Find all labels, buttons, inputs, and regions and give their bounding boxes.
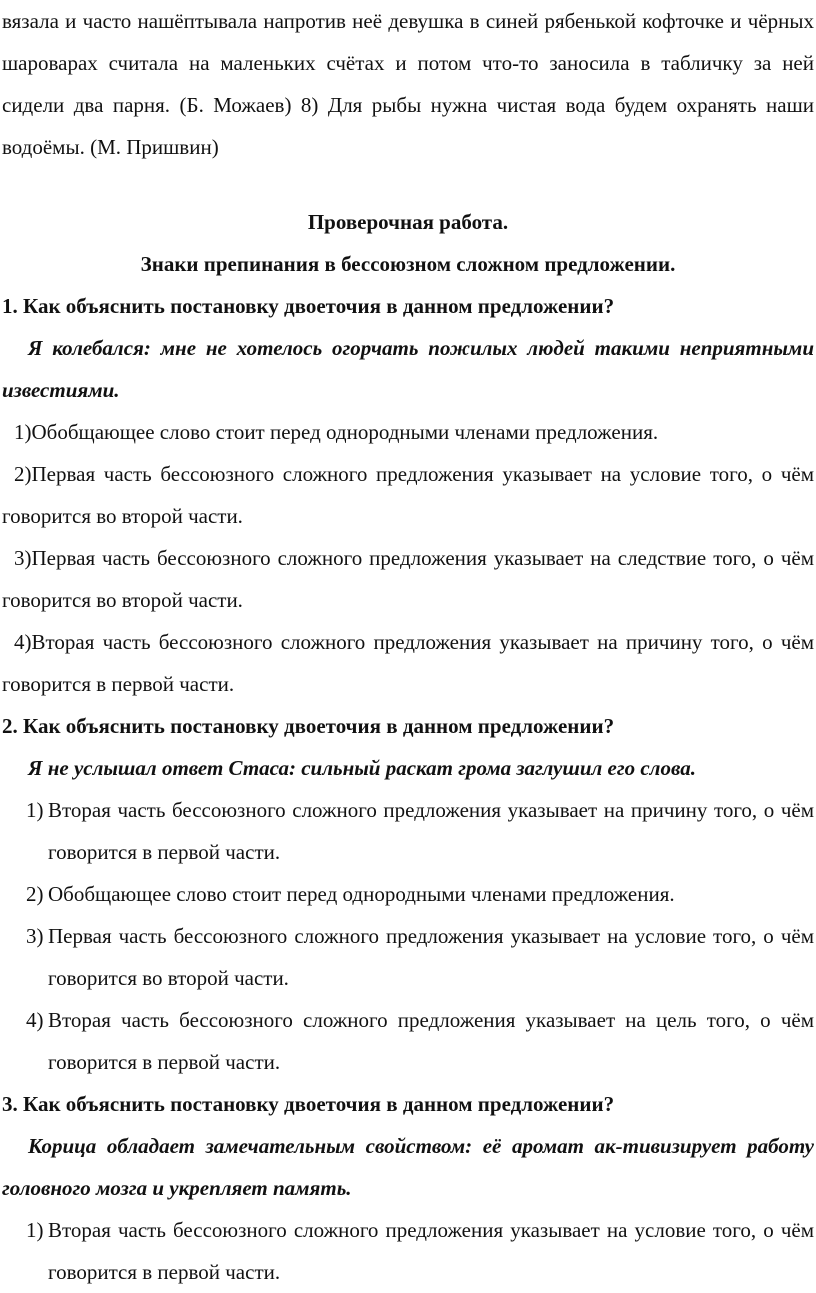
question-block-3 — [2, 1083, 814, 1293]
example-sentence: Корица обладает замечательным свойством: её аромат ак-тивизирует работу головного мозга и укрепляет память. — [2, 1134, 814, 1200]
example-sentence: Я не услышал ответ Стаса: сильный раскат грома заглушил его слова. — [28, 756, 696, 780]
answer-option — [2, 873, 814, 915]
option-number: 1) — [26, 798, 44, 822]
question-block-2 — [2, 705, 814, 1083]
question-text: 3. Как объяснить постановку двоеточия в данном предложении? — [2, 1092, 615, 1116]
answer-options-list — [2, 1209, 814, 1293]
answer-option — [2, 999, 814, 1083]
question-block-1 — [2, 285, 814, 705]
document-title: Проверочная работа. — [307, 210, 509, 234]
question-text: 1. Как объяснить постановку двоеточия в данном предложении? — [2, 294, 615, 318]
option-number: 2) — [26, 882, 44, 906]
option-number: 1) — [26, 1218, 44, 1242]
document-subtitle: Знаки препинания в бессоюзном сложном предложении. — [140, 252, 676, 276]
option-text: Первая часть бессоюзного сложного предложения указывает на условие того, о чём говорится во второй части. — [48, 924, 814, 990]
intro-paragraph: вязала и часто нашёптывала напротив неё девушка в синей рябенькой кофточке и чёрных шароварах считала на маленьких счётах и потом что-то заносила в табличку за ней сидели два парня. (Б. Можаев) 8) Для рыбы нужна чистая вода будем охранять наши водоёмы. (М. Пришвин) — [2, 9, 814, 159]
example-sentence: Я колебался: мне не хотелось огорчать пожилых людей такими неприятными известиями. — [2, 336, 814, 402]
answer-options-list — [2, 789, 814, 1083]
answer-option — [2, 915, 814, 999]
option-number: 4) — [26, 1008, 44, 1032]
answer-option — [2, 1209, 814, 1293]
answer-option: 3)Первая часть бессоюзного сложного предложения указывает на следствие того, о чём говорится во второй части. — [2, 546, 814, 612]
question-text: 2. Как объяснить постановку двоеточия в данном предложении? — [2, 714, 615, 738]
option-number: 3) — [26, 924, 44, 948]
answer-option — [2, 789, 814, 873]
option-text: Вторая часть бессоюзного сложного предложения указывает на условие того, о чём говорится в первой части. — [48, 1218, 814, 1284]
answer-option: 2)Первая часть бессоюзного сложного предложения указывает на условие того, о чём говорится во второй части. — [2, 462, 814, 528]
option-text: Обобщающее слово стоит перед однородными членами предложения. — [48, 882, 675, 906]
option-text: Вторая часть бессоюзного сложного предложения указывает на цель того, о чём говорится в первой части. — [48, 1008, 814, 1074]
option-text: Вторая часть бессоюзного сложного предложения указывает на причину того, о чём говорится в первой части. — [48, 798, 814, 864]
answer-option: 4)Вторая часть бессоюзного сложного предложения указывает на причину того, о чём говорится в первой части. — [2, 630, 814, 696]
answer-option: 1)Обобщающее слово стоит перед однородными членами предложения. — [14, 420, 659, 444]
